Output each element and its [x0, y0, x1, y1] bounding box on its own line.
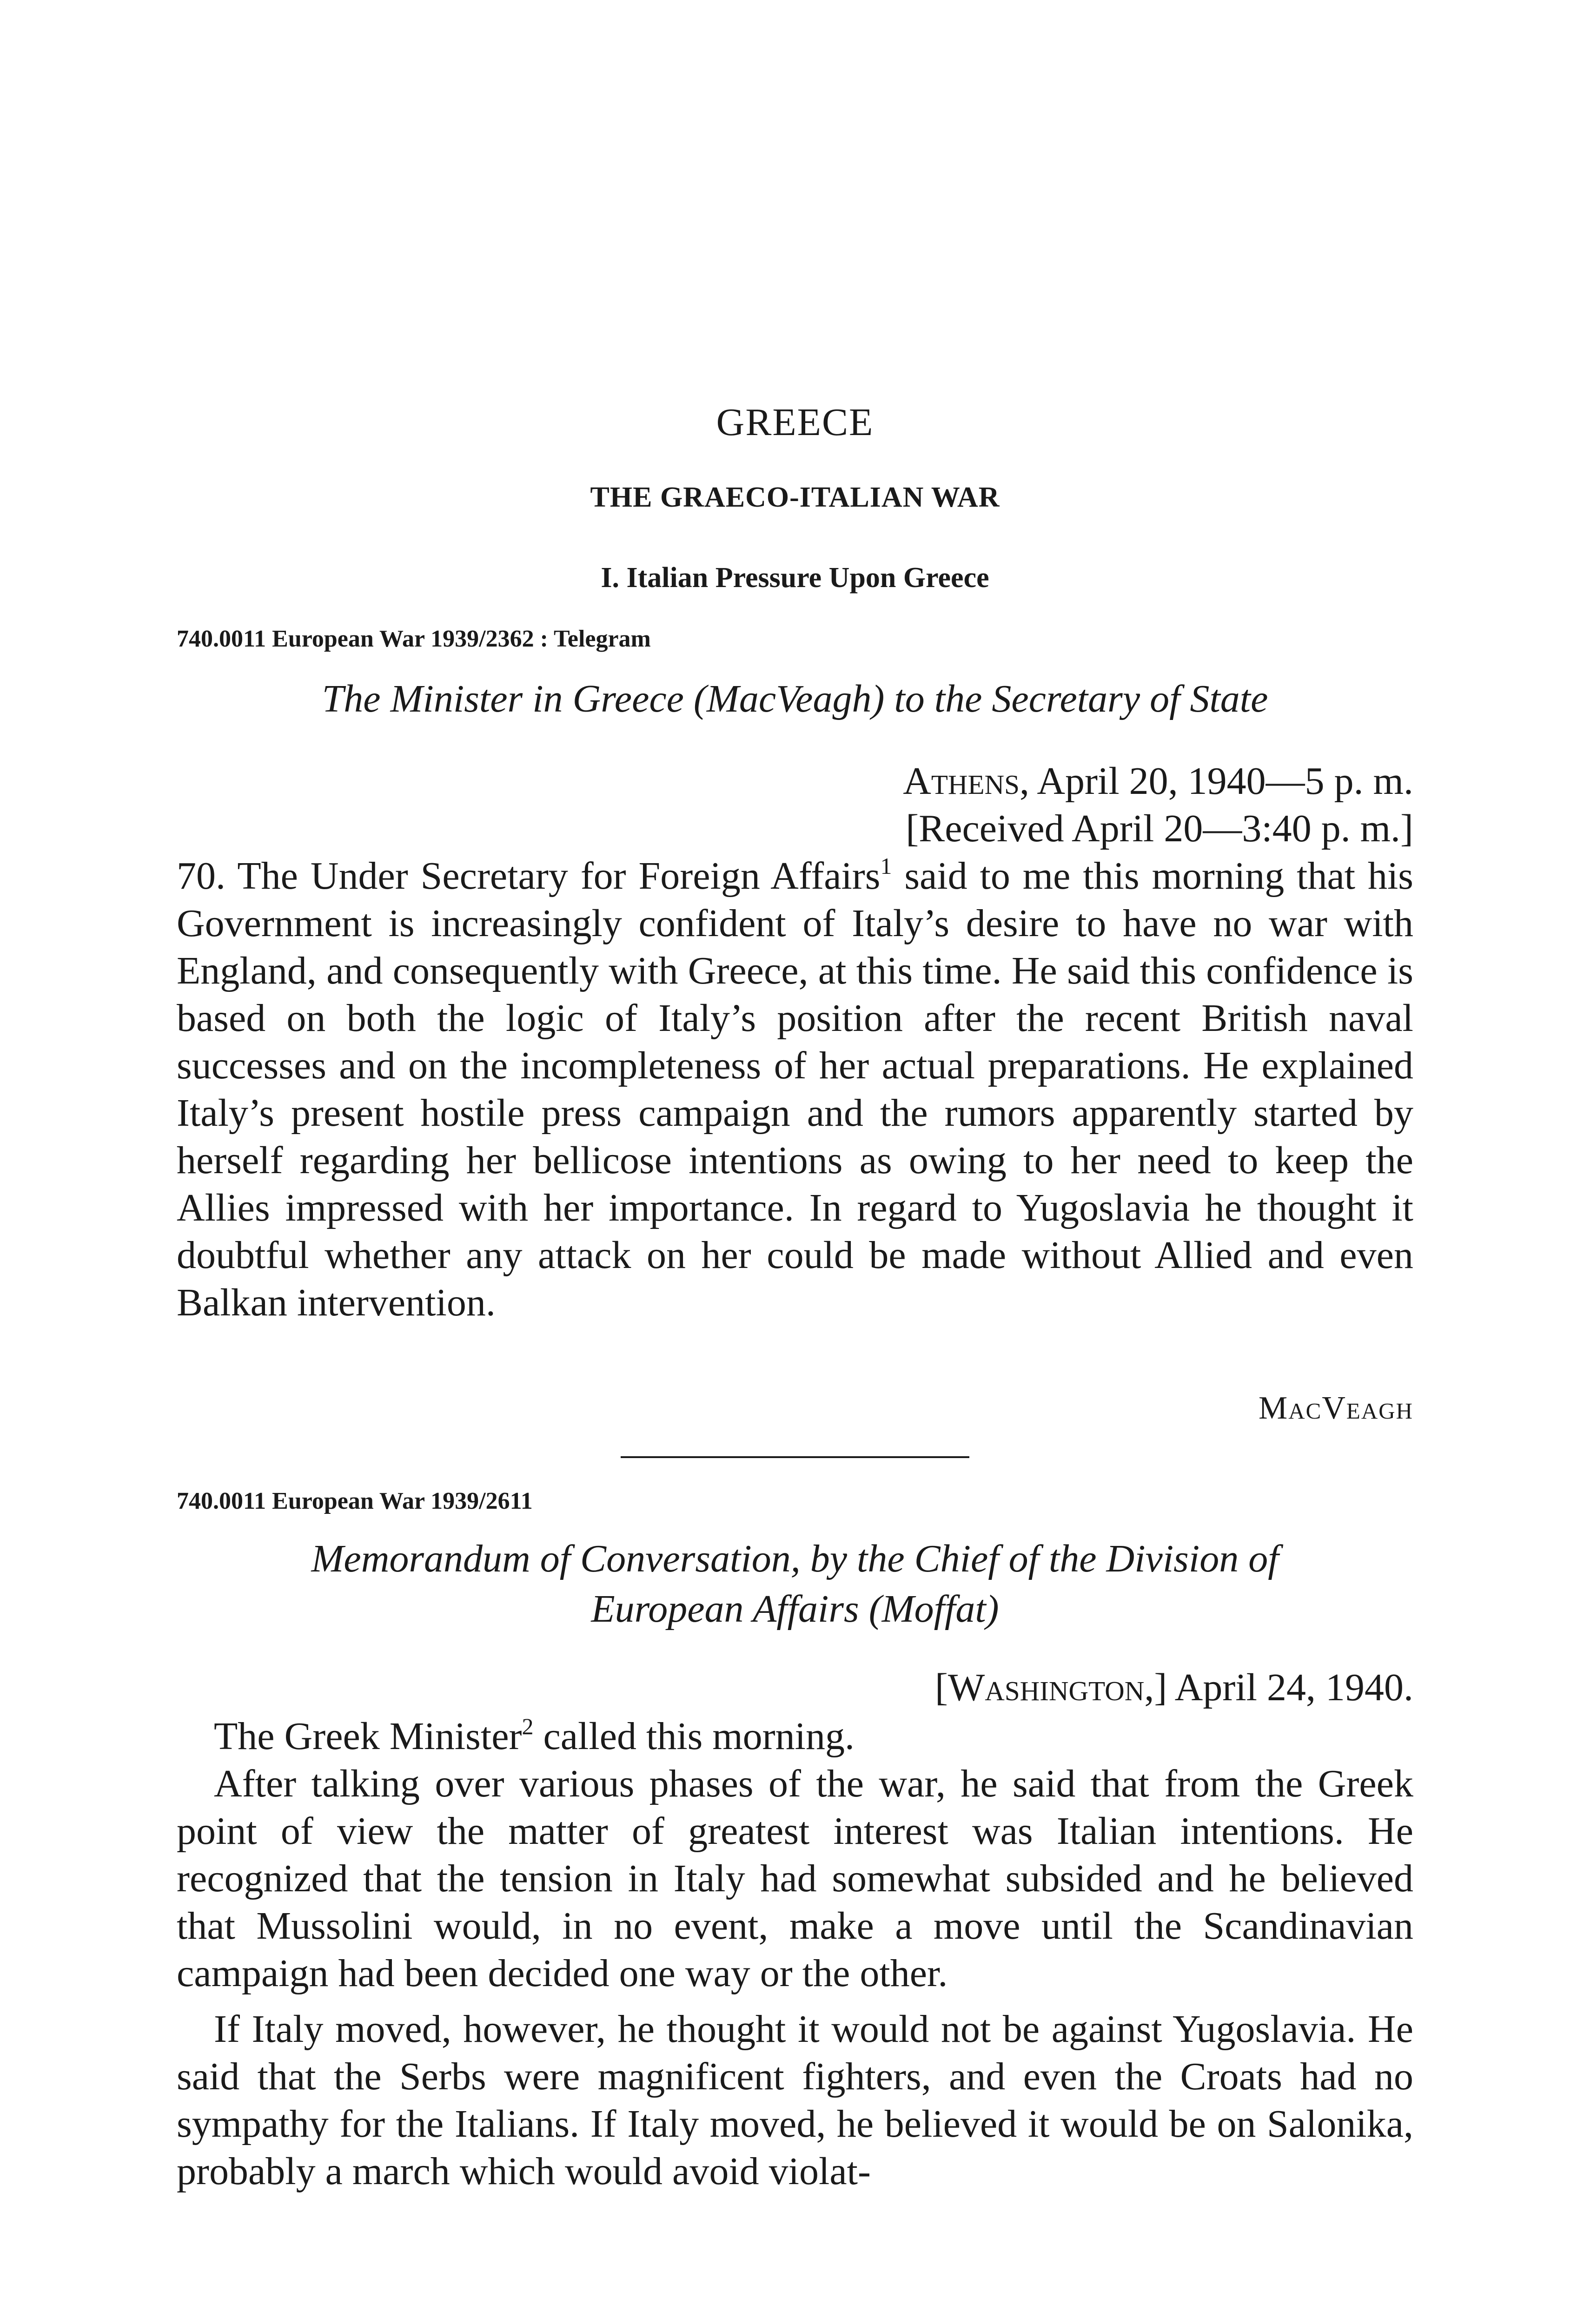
- doc1-date: , April 20, 1940—5 p. m.: [1019, 759, 1413, 803]
- doc2-title-line1: Memorandum of Conversation, by the Chief of the Division of: [311, 1537, 1279, 1580]
- doc2-body: [177, 1713, 1413, 2195]
- doc1-received: [Received April 20—3:40 p. m.]: [906, 807, 1413, 850]
- doc2-paragraph-2: After talking over various phases of the war, he said that from the Greek point of view the matter of greatest interest was Italian intentions. He recognized that the tension in Italy had somewhat subsided and he believed that Mussolini would, in no event, make a move until the Scandinavian campaign had been decided one way or the other.: [177, 1762, 1413, 1995]
- doc1-file-number: 740.0011 European War 1939/2362 : Telegram: [177, 626, 651, 652]
- doc1-dateline: [903, 758, 1413, 805]
- doc2-date: April 24, 1940.: [1167, 1666, 1413, 1709]
- doc1-text-a: The Under Secretary for Foreign Affairs: [225, 854, 881, 898]
- doc1-place: Athens: [903, 759, 1020, 803]
- doc2-title-line2: European Affairs (Moffat): [591, 1587, 999, 1631]
- footnote-ref-1: 1: [880, 853, 892, 879]
- doc2-paragraph-3: If Italy moved, however, he thought it would not be against Yugoslavia. He said that the Serbs were magnificent fighters, and even the Croats had no sympathy for the Italians. If Italy moved, he believed it would be on Salonika, probably a march which would avoid violat-: [177, 2007, 1413, 2193]
- footnote-ref-2: 2: [522, 1713, 534, 1739]
- part-title: THE GRAECO-ITALIAN WAR: [590, 482, 1000, 513]
- doc2-title: [177, 1534, 1413, 1634]
- doc2-p1-text-a: The Greek Minister: [214, 1715, 522, 1758]
- doc2-file-number: 740.0011 European War 1939/2611: [177, 1488, 533, 1514]
- doc1-number: 70.: [177, 854, 225, 898]
- doc2-paragraph-1: [177, 1713, 1413, 1760]
- doc1-paragraph: [177, 852, 1413, 1327]
- doc1-signature: MacVeagh: [1259, 1390, 1413, 1426]
- doc2-dateline: [935, 1664, 1413, 1711]
- doc1-title: The Minister in Greece (MacVeagh) to the Secretary of State: [322, 677, 1268, 720]
- doc1-text-b: said to me this morning that his Government is increasingly confident of Italy’s desire to have no war with England, and consequently with Greece, at this time. He said this confidence is based on both the logic of Italy’s position after the recent British naval successes and on the incompleteness of her actual preparations. He explained Italy’s present hostile press campaign and the rumors apparently started by herself regarding her bellicose intentions as owing to her need to keep the Allies impressed with her importance. In regard to Yugoslavia he thought it doubtful whether any attack on her could be made without Allied and even Balkan intervention.: [177, 854, 1413, 1324]
- separator-rule: [621, 1456, 969, 1458]
- doc2-place: [Washington,]: [935, 1666, 1167, 1709]
- doc1-body: [177, 852, 1413, 1327]
- country-heading: GREECE: [716, 401, 874, 444]
- section-title: I. Italian Pressure Upon Greece: [601, 562, 989, 594]
- doc2-p1-text-b: called this morning.: [533, 1715, 855, 1758]
